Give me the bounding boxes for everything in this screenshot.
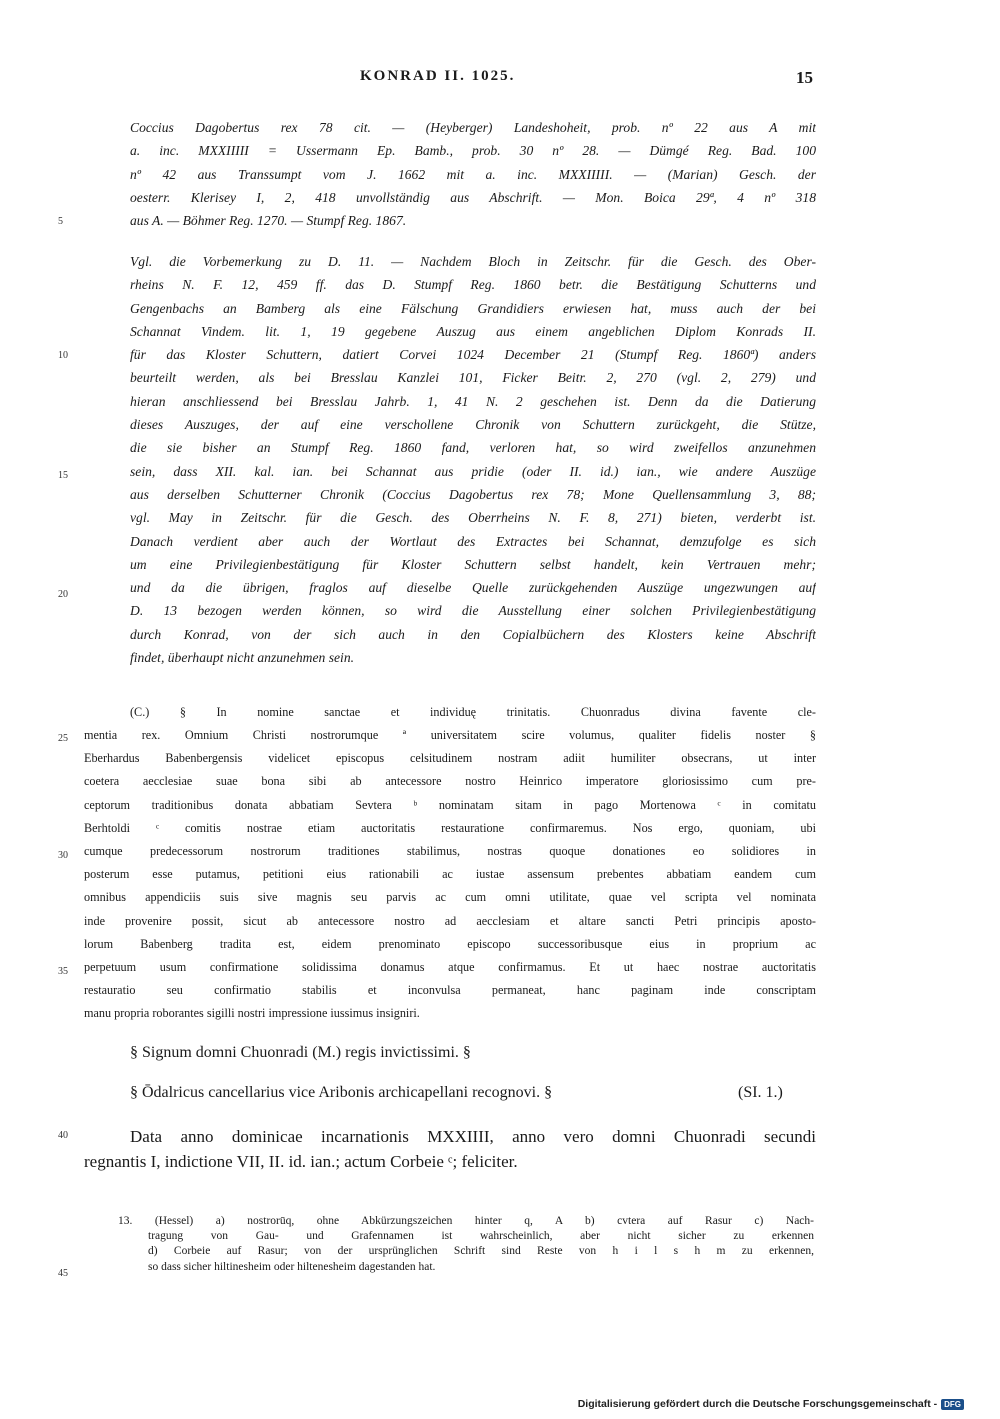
text-line: aus A. — Böhmer Reg. 1270. — Stumpf Reg. 1867. bbox=[130, 213, 407, 229]
running-title: KONRAD II. 1025. bbox=[360, 68, 516, 84]
footnote-line: 13. (Hessel) a) nostrorūq, ohne Abkürzungszeichen hinter q, A b) cvtera auf Rasur c) Nach- bbox=[118, 1215, 814, 1227]
text-line: a. inc. MXXIIIII = Ussermann Ep. Bamb., prob. 30 nº 28. — Dümgé Reg. Bad. 100 bbox=[130, 143, 816, 159]
text-line: um eine Privilegienbestätigung für Kloster Schuttern selbst handelt, kein Vertrauen mehr; bbox=[130, 556, 816, 572]
charter-line: mentia rex. Omnium Christi nostrorumque ª universitatem scire volumus, qualiter fidelis noster § bbox=[84, 728, 816, 742]
footnotes bbox=[118, 1214, 814, 1275]
charter-line: cumque predecessorum nostrorum traditiones stabilimus, nostras quoque donationes eo solidiores in bbox=[84, 844, 816, 859]
text-line: D. 13 bezogen werden können, so wird die Ausstellung einer solchen Privilegienbestätigung bbox=[130, 603, 816, 619]
text-line: vgl. May in Zeitschr. für die Gesch. des Oberrheins N. F. 8, 271) bieten, verderbt ist. bbox=[130, 510, 816, 526]
line-number: 35 bbox=[58, 966, 68, 977]
text-line: und da die übrigen, fraglos auf dieselbe Quelle zurückgehenden Auszüge ungezwungen auf bbox=[130, 580, 816, 596]
line-number: 10 bbox=[58, 350, 68, 361]
text-line: aus derselben Schutterner Chronik (Coccius Dagobertus rex 78; Mone Quellensammlung 3, 88; bbox=[130, 486, 816, 502]
seal-note: (SI. 1.) bbox=[738, 1084, 783, 1101]
text-line: oesterr. Klerisey I, 2, 418 unvollständig aus Abschrift. — Mon. Boica 29ª, 4 nº 318 bbox=[130, 189, 816, 205]
charter-opening bbox=[130, 700, 816, 724]
page-number: 15 bbox=[796, 68, 813, 87]
text-line: Vgl. die Vorbemerkung zu D. 11. — Nachdem Bloch in Zeitschr. für die Gesch. des Ober- bbox=[130, 254, 816, 269]
line-number: 20 bbox=[58, 589, 68, 600]
text-line: rheins N. F. 12, 459 ff. das D. Stumpf Reg. 1860 betr. die Bestätigung Schutterns und bbox=[130, 277, 816, 293]
line-number: 5 bbox=[58, 216, 63, 227]
text-line: sein, dass XII. kal. ian. bei Schannat aus pridie (oder II. id.) ian., wie andere Auszüge bbox=[130, 463, 816, 479]
line-number: 25 bbox=[58, 733, 68, 744]
text-line: Schannat Vindem. lit. 1, 19 gegebene Auszug aus einem angeblichen Diplom Konrads II. bbox=[130, 323, 816, 339]
dating-clause bbox=[84, 1124, 816, 1174]
charter-line: coetera aecclesiae suae bona sibi ab antecessore nostro Heinrico imperatore gloriosissimo cum pre- bbox=[84, 774, 816, 789]
signum-line: § Signum domni Chuonradi (M.) regis invictissimi. § bbox=[130, 1044, 471, 1061]
charter-line: perpetuum usum confirmatione solidissima donamus atque confirmamus. Et ut haec nostrae auctoritatis bbox=[84, 960, 816, 975]
footnote-line: tragung von Gau- und Grafennamen ist wahrscheinlich, aber nicht sicher zu erkennen bbox=[148, 1230, 814, 1243]
line-number: 40 bbox=[58, 1130, 68, 1141]
text-line: findet, überhaupt nicht anzunehmen sein. bbox=[130, 650, 355, 666]
charter-text bbox=[84, 724, 816, 1026]
dating-line: regnantis I, indictione VII, II. id. ian.; actum Corbeie ᶜ; feliciter. bbox=[84, 1152, 518, 1171]
charter-line: inde provenire possit, sicut ab antecessore nostro ad aecclesiam et altare sancti Petri principis aposto- bbox=[84, 913, 816, 928]
text-line: beurteilt werden, als bei Bresslau Kanzlei 101, Ficker Beitr. 2, 270 (vgl. 2, 279) und bbox=[130, 370, 816, 386]
dfg-credit-text: Digitalisierung gefördert durch die Deutsche Forschungsgemeinschaft - bbox=[577, 1398, 938, 1410]
line-number: 45 bbox=[58, 1268, 68, 1279]
charter-line: restauratio seu confirmatio stabilis et inconvulsa permaneat, hanc paginam inde conscriptam bbox=[84, 983, 816, 998]
text-line: durch Konrad, von der sich auch in den Copialbüchern des Klosters keine Abschrift bbox=[130, 626, 816, 642]
charter-line: manu propria roborantes sigilli nostri impressione iussimus insigniri. bbox=[84, 1006, 420, 1021]
text-line: hieran anschliessend bei Bresslau Jahrb. 1, 41 N. 2 geschehen ist. Denn da die Datierung bbox=[130, 393, 816, 409]
charter-line: Berhtoldi ᶜ comitis nostrae etiam auctoritatis restauratione confirmaremus. Nos ergo, quoniam, ubi bbox=[84, 820, 816, 835]
text-line: für das Kloster Schuttern, datiert Corvei 1024 December 21 (Stumpf Reg. 1860ª) anders bbox=[130, 347, 816, 363]
bibliography-notes bbox=[130, 116, 816, 232]
dfg-logo-icon: DFG bbox=[941, 1399, 964, 1410]
charter-line: posterum esse putamus, petitioni eius rationabili ac iustae assensum prebentes abbatiam eandem cum bbox=[84, 867, 816, 882]
footnote-line: d) Corbeie auf Rasur; von der ursprünglichen Schrift sind Reste von h i l s h m zu erkennen, bbox=[148, 1245, 814, 1258]
editorial-commentary bbox=[130, 250, 816, 669]
text-line: die sie bisher an Stumpf Reg. 1860 fand, verloren hat, so wird zweifellos anzunehmen bbox=[130, 440, 816, 456]
text-line: Danach verdient aber auch der Wortlaut des Extractes bei Schannat, demzufolge es sich bbox=[130, 533, 816, 549]
charter-line: lorum Babenberg tradita est, eidem prenominato episcopo successoribusque eius in proprium ac bbox=[84, 936, 816, 951]
footnote-line: so dass sicher hiltinesheim oder hiltenesheim dagestanden hat. bbox=[148, 1260, 436, 1273]
recognition-line: § Ōdalricus cancellarius vice Aribonis archicapellani recognovi. § bbox=[130, 1084, 553, 1101]
text-line: nº 42 aus Transsumpt vom J. 1662 mit a. inc. MXXIIIII. — (Marian) Gesch. der bbox=[130, 166, 816, 182]
text-line: Gengenbachs an Bamberg als eine Fälschung Grandidiers erwiesen hat, muss auch der bei bbox=[130, 300, 816, 316]
text-line: dieses Auszuges, der auf eine verschollene Chronik von Schuttern zurückgeht, die Stütze, bbox=[130, 417, 816, 433]
charter-line: Eberhardus Babenbergensis videlicet episcopus celsitudinem nostram adiit humiliter obsecrans, ut inter bbox=[84, 751, 816, 766]
dfg-credit bbox=[578, 1398, 964, 1410]
charter-line: ceptorum traditionibus donata abbatiam Sevtera ᵇ nominatam sitam in pago Mortenowa ᶜ in comitatu bbox=[84, 797, 816, 812]
charter-invocation: (C.) § In nomine sanctae et individuę trinitatis. Chuonradus divina favente cle- bbox=[130, 705, 816, 719]
text-line: Coccius Dagobertus rex 78 cit. — (Heyberger) Landeshoheit, prob. nº 22 aus A mit bbox=[130, 120, 816, 135]
line-number: 30 bbox=[58, 850, 68, 861]
dating-line: Data anno dominicae incarnationis MXXIIII, anno vero domni Chuonradi secundi bbox=[130, 1127, 816, 1146]
charter-line: omnibus appendiciis suis sive magnis seu parvis ac cum omni utilitate, quae vel scripta vel nominata bbox=[84, 890, 816, 905]
line-number: 15 bbox=[58, 470, 68, 481]
